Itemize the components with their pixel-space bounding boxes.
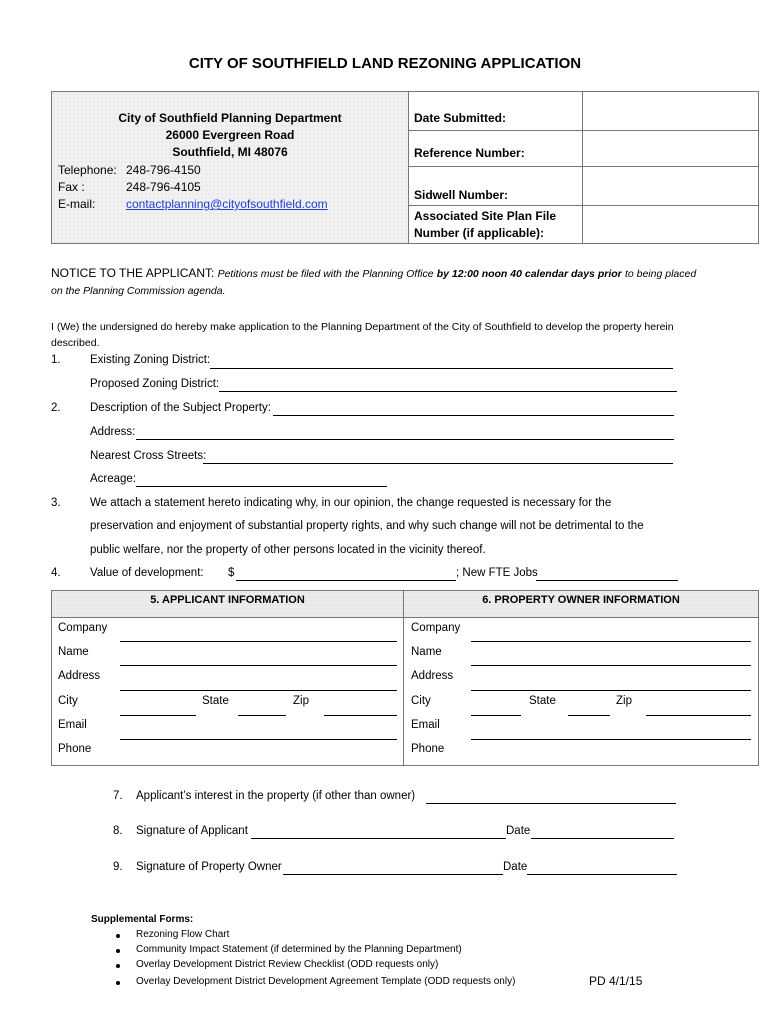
item-9-number: 9. [113,861,123,873]
applicant-state-label: State [202,695,229,707]
telephone-value: 248-796-4150 [126,163,201,177]
office-contact-block [52,92,409,243]
applicant-heading: 5. APPLICANT INFORMATION [52,591,403,618]
supplemental-item-2: Community Impact Statement (if determined by the Planning Department) [136,944,462,955]
sidwell-number-field[interactable] [582,166,759,205]
applicant-signature-field[interactable] [251,838,506,839]
applicant-address-label: Address [58,670,101,682]
applicant-date-label: Date [506,825,531,837]
item-1-number: 1. [51,354,61,366]
owner-city-label: City [411,695,431,707]
site-plan-label-1: Associated Site Plan File [414,209,557,223]
value-label: Value of development: [90,567,204,579]
dollar-sign: $ [228,567,235,579]
cross-streets-label: Nearest Cross Streets: [90,450,207,462]
bullet-icon [116,981,120,985]
bullet-icon [116,934,120,938]
form-code: PD 4/1/15 [589,974,643,988]
telephone-label: Telephone: [58,163,117,177]
owner-state-field[interactable] [568,715,610,716]
form-title: CITY OF SOUTHFIELD LAND REZONING APPLICATION [188,55,582,72]
fax-label: Fax : [58,180,85,194]
reference-number-row [408,130,758,167]
office-info-table [51,91,759,244]
address-label: Address: [90,426,136,438]
applicant-email-label: Email [58,719,87,731]
applicant-state-field[interactable] [238,715,286,716]
supplemental-item-3: Overlay Development District Review Checklist (ODD requests only) [136,959,439,970]
notice-text-2: to being placed [624,268,697,280]
date-submitted-label: Date Submitted: [414,111,507,125]
statement-line-1: We attach a statement hereto indicating why, in our opinion, the change requested is necessary for the [90,497,612,509]
acreage-label: Acreage: [90,473,137,485]
email-link[interactable]: contactplanning@cityofsouthfield.com [126,197,328,211]
description-field[interactable] [273,415,674,416]
applicant-signature-label: Signature of Applicant [136,825,248,837]
email-label: E-mail: [58,197,96,211]
applicant-zip-label: Zip [293,695,309,707]
site-plan-row [408,205,758,243]
reference-number-label: Reference Number: [414,146,525,160]
date-submitted-field[interactable] [582,92,759,130]
existing-zoning-field[interactable] [210,368,673,369]
owner-city-field[interactable] [471,715,521,716]
owner-signature-label: Signature of Property Owner [136,861,282,873]
fax-value: 248-796-4105 [126,180,201,194]
applicant-owner-table [51,590,759,766]
supplemental-item-1: Rezoning Flow Chart [136,929,230,940]
intro-line-2: described. [51,337,100,349]
owner-address-field[interactable] [471,690,751,691]
statement-line-2: preservation and enjoyment of substantial property rights, and why such change will not be detrimental to the [90,520,644,532]
sidwell-number-label: Sidwell Number: [414,188,509,202]
owner-signature-field[interactable] [283,874,503,875]
applicant-city-field[interactable] [120,715,196,716]
site-plan-field[interactable] [582,205,759,243]
applicant-company-field[interactable] [120,641,397,642]
item-3-number: 3. [51,497,61,509]
applicant-name-label: Name [58,646,89,658]
supplemental-item-4: Overlay Development District Development Agreement Template (ODD requests only) [136,976,516,987]
cross-streets-field[interactable] [203,463,673,464]
owner-name-field[interactable] [471,665,751,666]
owner-address-label: Address [411,670,454,682]
item-2-number: 2. [51,402,61,414]
owner-email-label: Email [411,719,440,731]
reference-number-field[interactable] [582,130,759,166]
applicant-address-field[interactable] [120,690,397,691]
applicant-date-field[interactable] [531,838,674,839]
existing-zoning-label: Existing Zoning District: [90,354,211,366]
item-7-number: 7. [113,790,123,802]
acreage-field[interactable] [136,486,387,487]
bullet-icon [116,964,120,968]
applicant-phone-label: Phone [58,743,92,755]
intro-line-1: I (We) the undersigned do hereby make application to the Planning Department of the City of Southfield to develop the property herein [51,321,674,333]
applicant-name-field[interactable] [120,665,397,666]
notice-text-1: Petitions must be filed with the Planning Office [217,268,434,280]
notice-lead: NOTICE TO THE APPLICANT: [51,266,215,280]
owner-phone-label: Phone [411,743,445,755]
owner-date-field[interactable] [527,874,677,875]
owner-name-label: Name [411,646,442,658]
interest-field[interactable] [426,803,676,804]
notice-deadline: by 12:00 noon 40 calendar days prior [436,268,622,280]
owner-company-field[interactable] [471,641,751,642]
applicant-zip-field[interactable] [324,715,397,716]
address-field[interactable] [136,439,674,440]
proposed-zoning-field[interactable] [219,391,677,392]
fte-field[interactable] [536,580,678,581]
department-name: City of Southfield Planning Department [118,111,342,125]
fte-label: ; New FTE Jobs [456,567,538,579]
owner-email-field[interactable] [471,739,751,740]
city-state-zip: Southfield, MI 48076 [172,145,288,159]
item-8-number: 8. [113,825,123,837]
owner-company-label: Company [411,622,461,634]
notice [51,266,696,280]
owner-zip-label: Zip [616,695,632,707]
owner-zip-field[interactable] [646,715,751,716]
applicant-email-field[interactable] [120,739,397,740]
proposed-zoning-label: Proposed Zoning District: [90,378,220,390]
applicant-city-label: City [58,695,78,707]
owner-heading: 6. PROPERTY OWNER INFORMATION [404,591,758,618]
column-divider [403,591,404,765]
bullet-icon [116,949,120,953]
item-4-number: 4. [51,567,61,579]
value-field[interactable] [236,580,456,581]
sidwell-number-row [408,166,758,206]
date-submitted-row [408,92,758,131]
applicant-company-label: Company [58,622,108,634]
supplemental-heading: Supplemental Forms: [91,914,194,925]
statement-line-3: public welfare, nor the property of other persons located in the vicinity thereof. [90,544,486,556]
owner-state-label: State [529,695,556,707]
owner-date-label: Date [503,861,528,873]
interest-label: Applicant’s interest in the property (if other than owner) [136,790,416,802]
site-plan-label-2: Number (if applicable): [414,226,545,240]
notice-text-3: on the Planning Commission agenda. [51,285,226,297]
street-address: 26000 Evergreen Road [165,128,295,142]
description-label: Description of the Subject Property: [90,402,271,414]
